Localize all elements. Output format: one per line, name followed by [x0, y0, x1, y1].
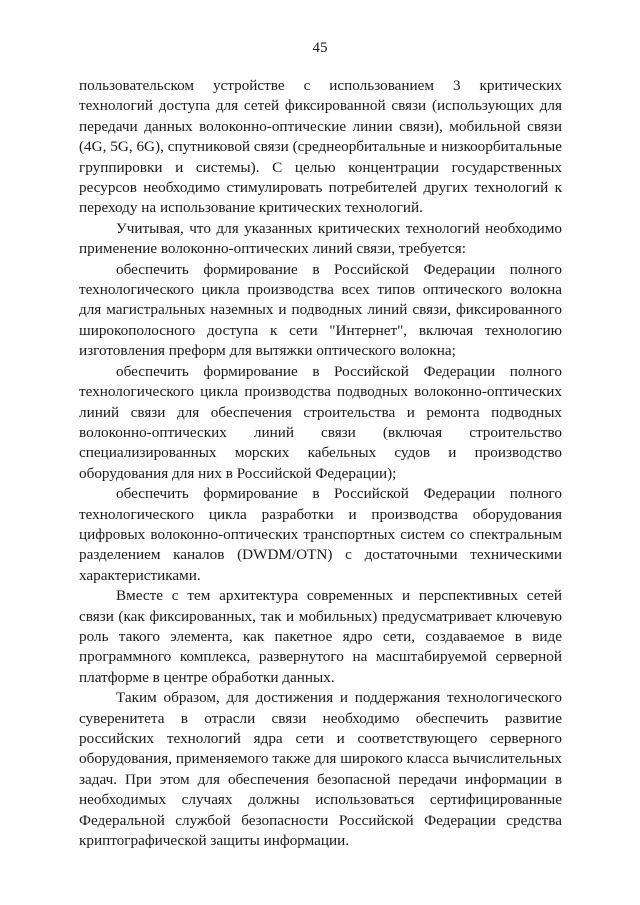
paragraph-submarine-lines: обеспечить формирование в Российской Федерации полного технологического цикла производства подводных волоконно-оптических линий связи для обеспечения строительства и ремонта подводных волоконно-оптических линий связи (включая строительство специализированных морских кабельных судов и производство оборудования для них в Российской Федерации);: [79, 362, 562, 482]
paragraph-requirements-intro: Учитывая, что для указанных критических технологий необходимо применение волоконно-оптических линий связи, требуется:: [79, 219, 562, 258]
paragraph-continuation: пользовательском устройстве с использованием 3 критических технологий доступа для сетей фиксированной связи (использующих для передачи данных волоконно-оптические линии связи), мобильной связи (4G, 5G, 6G), спутниковой связи (среднеорбитальные и низкоорбитальные группировки и системы). С целью концентрации государственных ресурсов необходимо стимулировать потребителей других технологий к переходу на использование критических технологий.: [79, 77, 562, 217]
page-number: 45: [312, 40, 328, 56]
paragraph-dwdm-equipment: обеспечить формирование в Российской Федерации полного технологического цикла разработки и производства оборудования цифровых волоконно-оптических транспортных систем со спектральным разделением каналов (DWDM/OTN) с достаточными техническими характеристиками.: [79, 485, 562, 584]
paragraph-conclusion: Таким образом, для достижения и поддержания технологического суверенитета в отрасли связи необходимо обеспечить развитие российских технологий ядра сети и соответствующего серверного оборудования, применяемого также для широкого класса вычислительных задач. При этом для обеспечения безопасной передачи информации в необходимых случаях должны использоваться сертифицированные Федеральной службой безопасности Российской Федерации средства криптографической защиты информации.: [79, 689, 562, 850]
paragraph-packet-core: Вместе с тем архитектура современных и перспективных сетей связи (как фиксированных, так и мобильных) предусматривает ключевую роль такого элемента, как пакетное ядро сети, создаваемое в виде программного комплекса, развернутого на масштабируемой серверной платформе в центре обработки данных.: [79, 587, 562, 686]
body-text: [79, 76, 562, 851]
paragraph-optical-fiber: обеспечить формирование в Российской Федерации полного технологического цикла производства всех типов оптического волокна для магистральных наземных и подводных линий связи, фиксированного широкополосного доступа к сети "Интернет", включая технологию изготовления преформ для вытяжки оптического волокна;: [79, 260, 562, 360]
